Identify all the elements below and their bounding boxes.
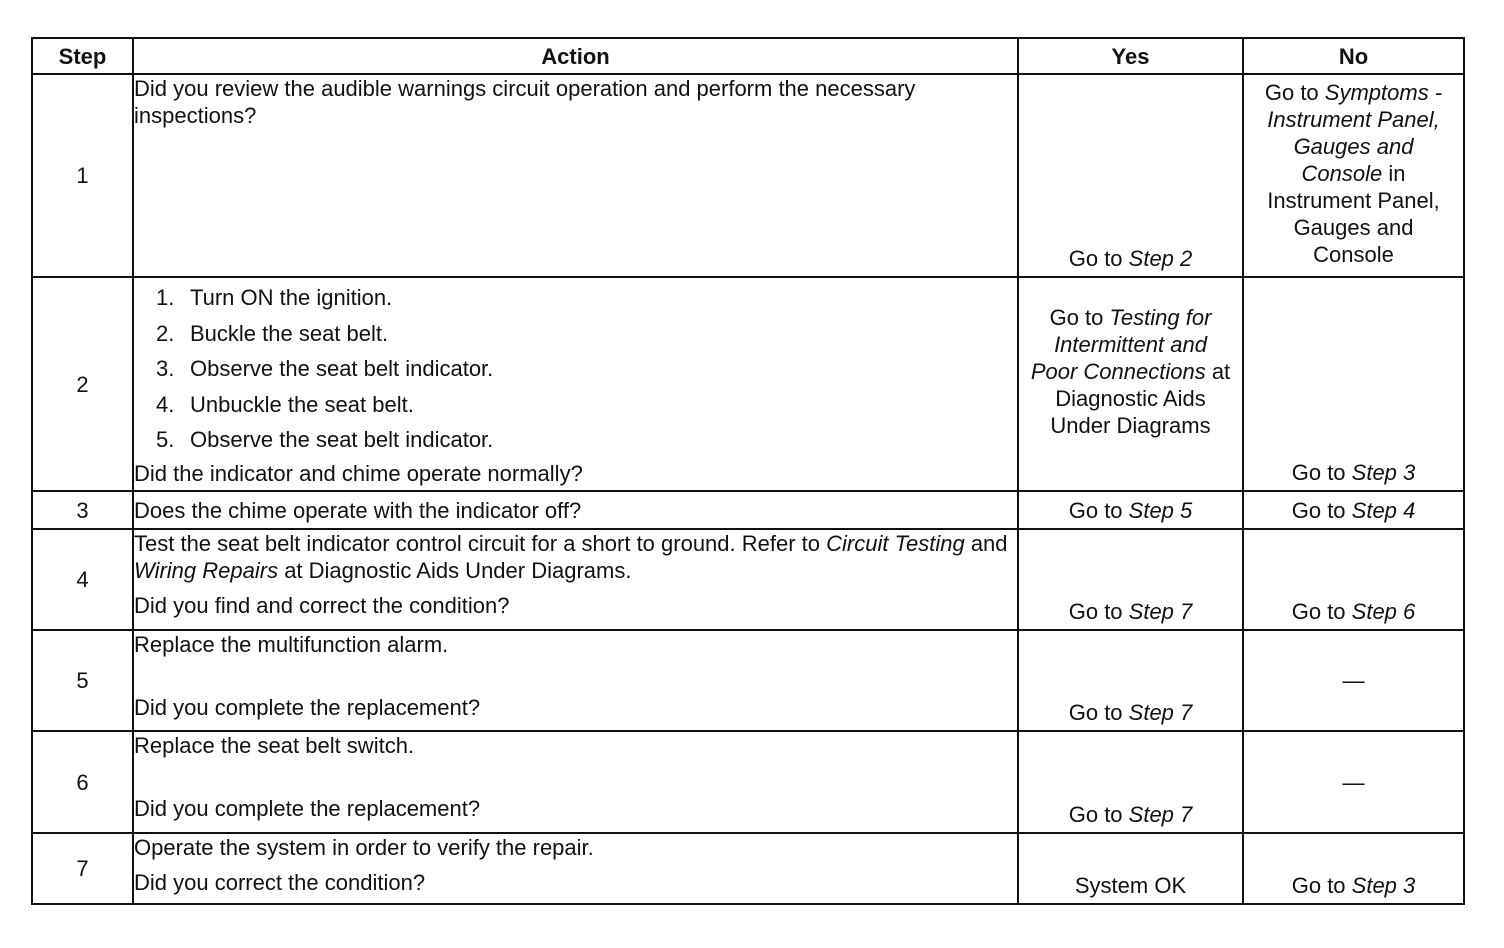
- action-cell: [133, 731, 1018, 833]
- header-yes: Yes: [1018, 38, 1243, 74]
- header-row: [32, 38, 1464, 74]
- action-cell: [133, 529, 1018, 630]
- action-text: Operate the system in order to verify the repair.: [134, 835, 594, 860]
- action-text: Does the chime operate with the indicator off?: [134, 497, 582, 523]
- action-question: Did the indicator and chime operate normally?: [134, 460, 583, 486]
- no-prefix: Go to: [1291, 460, 1352, 485]
- no-cell: [1243, 731, 1464, 833]
- no-prefix: Go to: [1291, 873, 1352, 898]
- header-action: Action: [133, 38, 1018, 74]
- table-row: [32, 630, 1464, 731]
- yes-prefix: Go to: [1068, 802, 1129, 827]
- no-prefix: Go to: [1264, 80, 1325, 105]
- action-text: Replace the multifunction alarm.: [134, 632, 449, 657]
- table-row: [32, 731, 1464, 833]
- substep-item: 5. Observe the seat belt indicator.: [156, 427, 494, 452]
- wiring-repairs-link[interactable]: Wiring Repairs: [134, 558, 279, 583]
- no-prefix: Go to: [1291, 599, 1352, 624]
- diagnostic-table-container: [31, 37, 1463, 905]
- yes-step-link[interactable]: Step 7: [1128, 802, 1193, 827]
- yes-cell: [1018, 529, 1243, 630]
- action-cell: [133, 74, 1018, 277]
- step-number: 4: [32, 529, 133, 630]
- table-row: [32, 277, 1464, 491]
- action-cell: [133, 630, 1018, 731]
- yes-cell: [1018, 491, 1243, 529]
- yes-suffix: at Diagnostic Aids Under Diagrams: [1050, 359, 1231, 438]
- yes-step-link[interactable]: Step 5: [1128, 497, 1193, 523]
- substep-item: 4. Unbuckle the seat belt.: [156, 391, 414, 417]
- step-number: 6: [32, 731, 133, 833]
- no-step-link[interactable]: Step 3: [1351, 460, 1416, 485]
- action-question: Did you complete the replacement?: [134, 796, 481, 821]
- substep-list: [134, 280, 1017, 458]
- yes-prefix: Go to: [1068, 497, 1129, 523]
- step-number: 3: [32, 491, 133, 529]
- header-step: Step: [32, 38, 133, 74]
- substep-item: 3. Observe the seat belt indicator.: [156, 356, 494, 381]
- step-number: 5: [32, 630, 133, 731]
- no-step-link[interactable]: Step 3: [1351, 873, 1416, 898]
- no-prefix: Go to: [1291, 497, 1352, 523]
- step-number: 1: [32, 74, 133, 277]
- no-suffix: in Instrument Panel, Gauges and Console: [1267, 161, 1440, 267]
- step-number: 2: [32, 277, 133, 491]
- yes-system-ok: System OK: [1074, 873, 1187, 898]
- no-symptoms-link[interactable]: Symptoms - Instrument Panel, Gauges and Console: [1267, 80, 1443, 186]
- yes-prefix: Go to: [1049, 305, 1110, 330]
- no-cell: [1243, 491, 1464, 529]
- no-cell: [1243, 630, 1464, 731]
- action-text: Did you review the audible warnings circuit operation and perform the necessary inspections?: [134, 76, 916, 128]
- no-cell: [1243, 833, 1464, 904]
- yes-step-link[interactable]: Step 2: [1128, 246, 1193, 271]
- action-question: Did you find and correct the condition?: [134, 593, 510, 618]
- action-question: Did you correct the condition?: [134, 870, 426, 895]
- yes-prefix: Go to: [1068, 599, 1129, 624]
- substep-item: 1. Turn ON the ignition.: [156, 285, 393, 310]
- table-row: [32, 529, 1464, 630]
- no-dash: —: [1342, 668, 1365, 693]
- circuit-testing-link[interactable]: Circuit Testing: [826, 531, 965, 556]
- yes-cell: [1018, 731, 1243, 833]
- table-row: [32, 491, 1464, 529]
- no-cell: [1243, 529, 1464, 630]
- yes-step-link[interactable]: Step 7: [1128, 700, 1193, 725]
- action-text: Replace the seat belt switch.: [134, 733, 415, 758]
- yes-cell: [1018, 277, 1243, 491]
- yes-cell: [1018, 74, 1243, 277]
- yes-cell: [1018, 833, 1243, 904]
- yes-testing-link[interactable]: Testing for Intermittent and Poor Connections: [1030, 305, 1212, 384]
- no-dash: —: [1342, 769, 1365, 795]
- yes-step-link[interactable]: Step 7: [1128, 599, 1193, 624]
- table-row: [32, 74, 1464, 277]
- action-cell: [133, 491, 1018, 529]
- no-cell: [1243, 74, 1464, 277]
- action-cell: [133, 277, 1018, 491]
- table-row: [32, 833, 1464, 904]
- action-question: Did you complete the replacement?: [134, 695, 481, 720]
- yes-prefix: Go to: [1068, 246, 1129, 271]
- action-cell: [133, 833, 1018, 904]
- no-cell: [1243, 277, 1464, 491]
- header-no: No: [1243, 38, 1464, 74]
- diagnostic-table: [31, 37, 1465, 905]
- no-step-link[interactable]: Step 4: [1351, 497, 1416, 523]
- action-text: Test the seat belt indicator control circuit for a short to ground. Refer to Circuit Testing and Wiring Repairs at Diagnostic Aids Under Diagrams.: [134, 531, 1008, 583]
- no-step-link[interactable]: Step 6: [1351, 599, 1416, 624]
- step-number: 7: [32, 833, 133, 904]
- yes-cell: [1018, 630, 1243, 731]
- substep-item: 2. Buckle the seat belt.: [156, 320, 389, 346]
- yes-prefix: Go to: [1068, 700, 1129, 725]
